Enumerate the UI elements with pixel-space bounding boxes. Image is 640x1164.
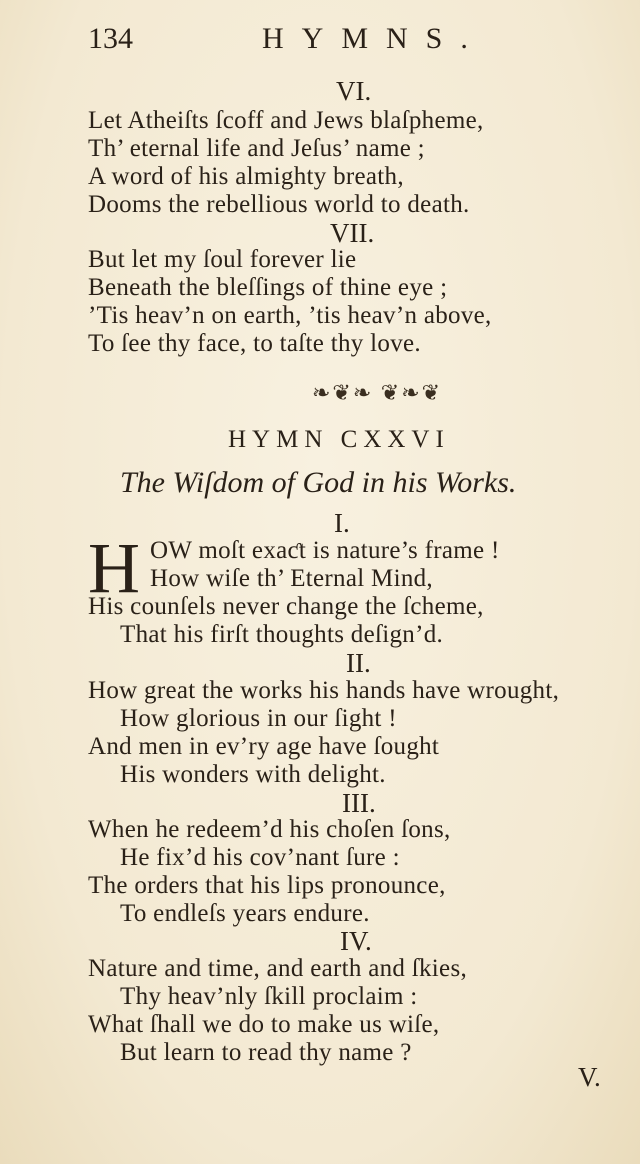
verse-line: OW moſt exaƈt is nature’s frame ! [150, 537, 500, 564]
verse-line: But let my ſoul forever lie [88, 246, 357, 273]
verse-line: The orders that his lips pronounce, [88, 872, 446, 899]
hymn-subtitle: The Wiſdom of God in his Works. [120, 466, 517, 499]
verse-line: But learn to read thy name ? [120, 1039, 412, 1066]
verse-line: To ſee thy face, to taſte thy love. [88, 330, 421, 357]
verse-line: When he redeem’d his choſen ſons, [88, 816, 451, 843]
stanza-numeral: II. [346, 648, 371, 678]
verse-line: His counſels never change the ſcheme, [88, 593, 484, 620]
stanza-numeral: VII. [330, 218, 375, 248]
verse-line: Th’ eternal life and Jeſus’ name ; [88, 135, 425, 162]
stanza-numeral: III. [342, 788, 376, 818]
catchword: V. [578, 1062, 601, 1092]
verse-line: Let Atheiſts ſcoff and Jews blaſpheme, [88, 107, 484, 134]
verse-line: Thy heav’nly ſkill proclaim : [120, 983, 418, 1010]
verse-line: How wiſe th’ Eternal Mind, [150, 565, 433, 592]
verse-line: He fix’d his cov’nant ſure : [120, 844, 400, 871]
running-title: HYMNS. [262, 22, 486, 55]
verse-line: His wonders with delight. [120, 761, 386, 788]
verse-line: That his firſt thoughts deſign’d. [120, 621, 444, 648]
verse-line: What ſhall we do to make us wiſe, [88, 1011, 440, 1038]
stanza-numeral: I. [334, 508, 350, 538]
verse-line: And men in ev’ry age have ſought [88, 733, 440, 760]
hymn-title: HYMN CXXVI [228, 426, 450, 453]
verse-line: To endleſs years endure. [120, 900, 370, 927]
stanza-numeral: IV. [340, 926, 372, 956]
page-number: 134 [88, 22, 133, 55]
verse-line: How great the works his hands have wrought, [88, 677, 560, 704]
verse-line: A word of his almighty breath, [88, 163, 404, 190]
verse-line: Nature and time, and earth and ſkies, [88, 955, 468, 982]
drop-cap: H [88, 528, 140, 608]
verse-line: Beneath the bleſſings of thine eye ; [88, 274, 448, 301]
verse-line: How glorious in our ſight ! [120, 705, 397, 732]
stanza-numeral: VI. [336, 76, 372, 106]
verse-line: ’Tis heav’n on earth, ’tis heav’n above, [88, 302, 492, 329]
ornament-divider: ❧❦❧ ❦❧❦ [312, 380, 443, 405]
verse-line: Dooms the rebellious world to death. [88, 191, 470, 218]
